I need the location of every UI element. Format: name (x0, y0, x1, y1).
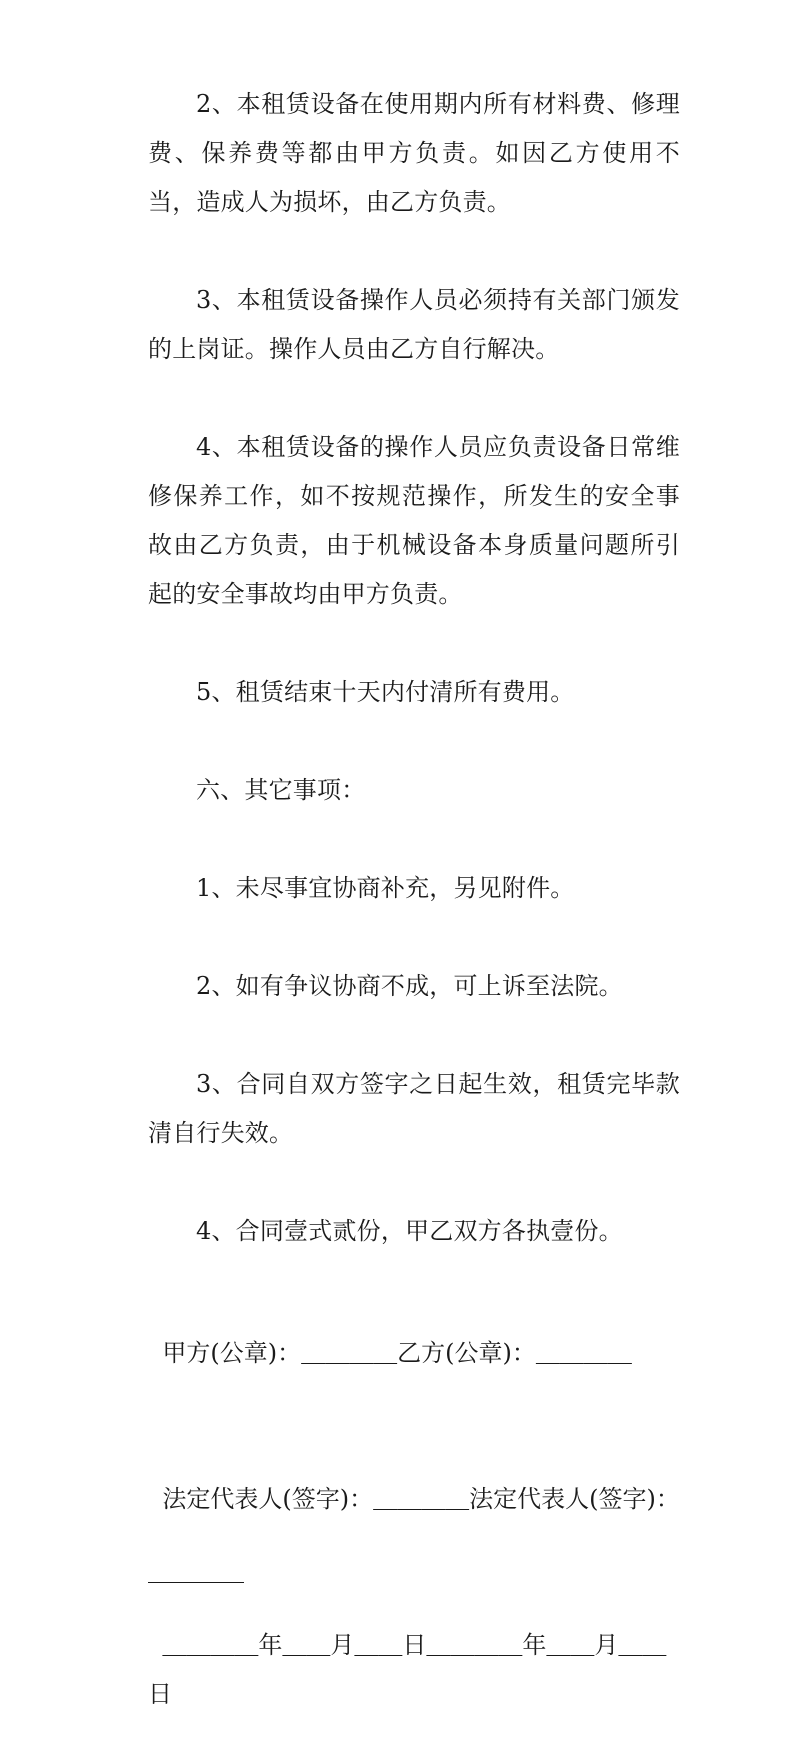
clause-paragraph-3: 3、本租赁设备操作人员必须持有关部门颁发的上岗证。操作人员由乙方自行解决。 (148, 286, 680, 363)
legal-representative-line: 法定代表人(签字)：＿＿＿＿法定代表人(签字)： (162, 1485, 680, 1513)
document-text-column (148, 80, 680, 1743)
paragraph-spacer (148, 815, 680, 864)
seal-signature-line: 甲方(公章)：＿＿＿＿乙方(公章)：＿＿＿＿ (162, 1339, 632, 1367)
clause-paragraph-2: 2、本租赁设备在使用期内所有材料费、修理费、保养费等都由甲方负责。如因乙方使用不当，造成人为损坏，由乙方负责。 (148, 90, 680, 216)
clause-paragraph-5: 5、租赁结束十天内付清所有费用。 (196, 678, 575, 706)
date-signature-line: ＿＿＿＿年＿＿月＿＿日＿＿＿＿年＿＿月＿＿日 (148, 1631, 667, 1708)
section-heading-six: 六、其它事项： (196, 776, 366, 804)
paragraph-spacer (148, 913, 680, 962)
misc-item-2: 2、如有争议协商不成，可上诉至法院。 (196, 972, 623, 1000)
paragraph-spacer (148, 1402, 680, 1451)
misc-item-4: 4、合同壹式贰份，甲乙双方各执壹份。 (196, 1217, 623, 1245)
paragraph-spacer (148, 1011, 680, 1060)
paragraph-spacer (148, 619, 680, 668)
legal-representative-wrapped-rule: ＿＿＿＿ (148, 1558, 244, 1586)
paragraph-spacer (148, 717, 680, 766)
misc-item-1: 1、未尽事宜协商补充，另见附件。 (196, 874, 575, 902)
misc-item-3: 3、合同自双方签字之日起生效，租赁完毕款清自行失效。 (148, 1070, 680, 1147)
paragraph-spacer (148, 227, 680, 276)
clause-paragraph-4: 4、本租赁设备的操作人员应负责设备日常维修保养工作，如不按规范操作，所发生的安全事故由乙方负责，由于机械设备本身质量问题所引起的安全事故均由甲方负责。 (148, 433, 680, 608)
paragraph-spacer (148, 1256, 680, 1305)
paragraph-spacer (148, 374, 680, 423)
paragraph-spacer (148, 1158, 680, 1207)
